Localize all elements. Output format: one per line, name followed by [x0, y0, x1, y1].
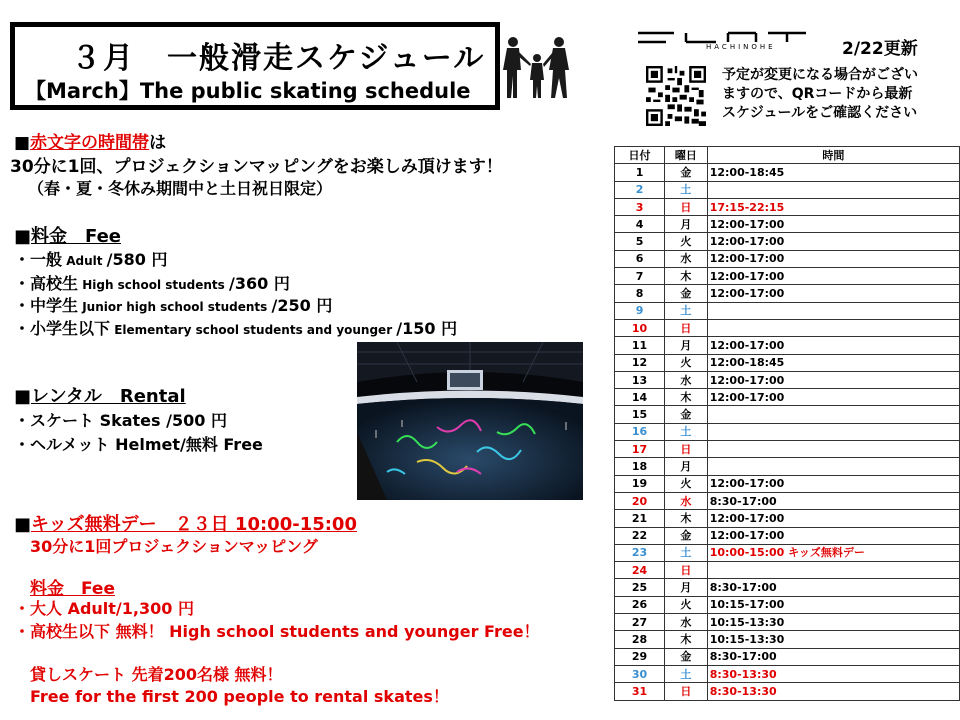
table-row [615, 250, 960, 267]
cell-time: 10:15-17:00 [707, 596, 959, 613]
cell-weekday: 金 [665, 285, 708, 302]
cell-date: 18 [615, 458, 665, 475]
table-row [615, 268, 960, 285]
fee-item-high-school: ・高校生 High school students /360 円 [14, 274, 290, 293]
cell-time: 12:00-17:00 [707, 371, 959, 388]
intro-line-3: （春・夏・冬休み期間中と土日祝日限定） [28, 179, 333, 198]
cell-date: 31 [615, 683, 665, 700]
cell-date: 22 [615, 527, 665, 544]
cell-date: 4 [615, 216, 665, 233]
table-row [615, 631, 960, 648]
schedule-header-row [615, 147, 960, 164]
cell-date: 5 [615, 233, 665, 250]
cell-date: 6 [615, 250, 665, 267]
intro-line-2: 30分に1回、プロジェクションマッピングをお楽しみ頂けます！ [10, 157, 503, 177]
cell-time: 12:00-17:00 [707, 510, 959, 527]
title-box [10, 22, 500, 110]
cell-time [707, 406, 959, 423]
cell-weekday: 日 [665, 441, 708, 458]
cell-time: 10:00-15:00 キッズ無料デー [707, 544, 959, 561]
table-row [615, 389, 960, 406]
cell-weekday: 月 [665, 458, 708, 475]
header-weekday: 曜日 [665, 147, 708, 164]
cell-date: 19 [615, 475, 665, 492]
cell-time: 8:30-17:00 [707, 492, 959, 509]
table-row [615, 458, 960, 475]
cell-time: 8:30-17:00 [707, 648, 959, 665]
cell-date: 29 [615, 648, 665, 665]
cell-weekday: 月 [665, 337, 708, 354]
cell-weekday: 火 [665, 354, 708, 371]
rental-item-helmet: ・ヘルメット Helmet/無料 Free [14, 435, 263, 454]
cell-date: 13 [615, 371, 665, 388]
cell-time: 12:00-17:00 [707, 527, 959, 544]
kids-rental-jp: 貸しスケート 先着200名様 無料！ [30, 665, 283, 684]
header-date: 日付 [615, 147, 665, 164]
cell-weekday: 木 [665, 510, 708, 527]
cell-date: 7 [615, 268, 665, 285]
cell-weekday: 土 [665, 181, 708, 198]
cell-time: 12:00-17:00 [707, 233, 959, 250]
table-row [615, 337, 960, 354]
cell-date: 24 [615, 562, 665, 579]
cell-date: 10 [615, 319, 665, 336]
cell-date: 21 [615, 510, 665, 527]
cell-weekday: 木 [665, 268, 708, 285]
family-silhouette-icon [497, 36, 579, 100]
table-row [615, 648, 960, 665]
cell-date: 12 [615, 354, 665, 371]
table-row [615, 423, 960, 440]
table-row [615, 562, 960, 579]
cell-weekday: 木 [665, 389, 708, 406]
cell-time [707, 423, 959, 440]
page-title: ３月 一般滑走スケジュール [71, 41, 486, 76]
header-time: 時間 [707, 147, 959, 164]
cell-weekday: 金 [665, 164, 708, 181]
table-row [615, 510, 960, 527]
cell-time: 12:00-17:00 [707, 250, 959, 267]
cell-weekday: 火 [665, 475, 708, 492]
cell-weekday: 火 [665, 596, 708, 613]
cell-weekday: 金 [665, 527, 708, 544]
cell-weekday: 日 [665, 319, 708, 336]
kids-rental-en: Free for the first 200 people to rental skates！ [30, 687, 449, 706]
cell-date: 28 [615, 631, 665, 648]
cell-time [707, 562, 959, 579]
cell-weekday: 日 [665, 198, 708, 215]
cell-date: 3 [615, 198, 665, 215]
cell-weekday: 水 [665, 371, 708, 388]
cell-time: 12:00-18:45 [707, 164, 959, 181]
rental-item-skates: ・スケート Skates /500 円 [14, 411, 227, 430]
rink-projection-photo [357, 342, 583, 500]
cell-time: 8:30-13:30 [707, 683, 959, 700]
table-row [615, 285, 960, 302]
cell-time: 12:00-17:00 [707, 337, 959, 354]
cell-weekday: 水 [665, 614, 708, 631]
cell-date: 23 [615, 544, 665, 561]
table-row [615, 198, 960, 215]
kids-fee-students: ・高校生以下 無料！ High school students and younger Free！ [14, 622, 540, 641]
cell-date: 17 [615, 441, 665, 458]
cell-time [707, 302, 959, 319]
table-row [615, 181, 960, 198]
table-row [615, 406, 960, 423]
table-row [615, 302, 960, 319]
cell-weekday: 月 [665, 579, 708, 596]
cell-weekday: 木 [665, 631, 708, 648]
table-row [615, 216, 960, 233]
cell-weekday: 土 [665, 665, 708, 682]
cell-time: 12:00-17:00 [707, 268, 959, 285]
table-row [615, 527, 960, 544]
kids-day-subtitle: 30分に1回プロジェクションマッピング [30, 537, 318, 556]
updated-date: 2/22更新 [842, 39, 918, 59]
table-row [615, 665, 960, 682]
cell-date: 11 [615, 337, 665, 354]
cell-weekday: 火 [665, 233, 708, 250]
table-row [615, 475, 960, 492]
table-row [615, 492, 960, 509]
table-row [615, 354, 960, 371]
kids-fee-adult: ・大人 Adult/1,300 円 [14, 599, 194, 618]
cell-time [707, 181, 959, 198]
cell-weekday: 金 [665, 406, 708, 423]
update-notice: 予定が変更になる場合がござい ますので、QRコードから最新 スケジュールをご確認ください [722, 67, 918, 121]
table-row [615, 233, 960, 250]
cell-date: 27 [615, 614, 665, 631]
cell-weekday: 日 [665, 562, 708, 579]
cell-weekday: 土 [665, 302, 708, 319]
cell-date: 14 [615, 389, 665, 406]
qr-code-icon[interactable] [646, 66, 706, 126]
cell-date: 20 [615, 492, 665, 509]
cell-date: 25 [615, 579, 665, 596]
cell-time: 10:15-13:30 [707, 614, 959, 631]
table-row [615, 371, 960, 388]
cell-time: 12:00-17:00 [707, 216, 959, 233]
kids-day-heading: ■キッズ無料デー ２３日 10:00-15:00 [14, 514, 357, 535]
cell-weekday: 金 [665, 648, 708, 665]
table-row [615, 544, 960, 561]
cell-time [707, 441, 959, 458]
cell-time [707, 319, 959, 336]
cell-time: 12:00-17:00 [707, 285, 959, 302]
rental-heading: ■レンタル Rental [14, 386, 186, 407]
cell-time: 12:00-17:00 [707, 389, 959, 406]
cell-time: 17:15-22:15 [707, 198, 959, 215]
table-row [615, 579, 960, 596]
cell-time: 10:15-13:30 [707, 631, 959, 648]
cell-weekday: 水 [665, 492, 708, 509]
cell-weekday: 土 [665, 544, 708, 561]
fee-item-junior-high: ・中学生 Junior high school students /250 円 [14, 296, 333, 315]
fee-heading: ■料金 Fee [14, 226, 121, 247]
cell-time: 12:00-17:00 [707, 475, 959, 492]
schedule-table [614, 146, 960, 701]
cell-date: 16 [615, 423, 665, 440]
cell-date: 26 [615, 596, 665, 613]
cell-date: 8 [615, 285, 665, 302]
fee-item-adult: ・一般 Adult /580 円 [14, 250, 168, 269]
cell-time: 8:30-13:30 [707, 665, 959, 682]
table-row [615, 441, 960, 458]
cell-time: 12:00-18:45 [707, 354, 959, 371]
logo-subtitle: HACHINOHE [706, 43, 776, 51]
kids-fee-heading: 料金 Fee [30, 579, 115, 599]
cell-date: 30 [615, 665, 665, 682]
table-row [615, 164, 960, 181]
cell-time: 8:30-17:00 [707, 579, 959, 596]
cell-date: 2 [615, 181, 665, 198]
intro-line-1: ■赤文字の時間帯は [14, 133, 167, 153]
cell-weekday: 水 [665, 250, 708, 267]
page-title-english: 【March】The public skating schedule [25, 79, 471, 103]
table-row [615, 319, 960, 336]
cell-date: 15 [615, 406, 665, 423]
table-row [615, 614, 960, 631]
table-row [615, 596, 960, 613]
cell-date: 1 [615, 164, 665, 181]
cell-date: 9 [615, 302, 665, 319]
cell-time [707, 458, 959, 475]
cell-weekday: 土 [665, 423, 708, 440]
fee-item-elementary: ・小学生以下 Elementary school students and younger /150 円 [14, 319, 458, 338]
cell-weekday: 月 [665, 216, 708, 233]
table-row [615, 683, 960, 700]
cell-weekday: 日 [665, 683, 708, 700]
